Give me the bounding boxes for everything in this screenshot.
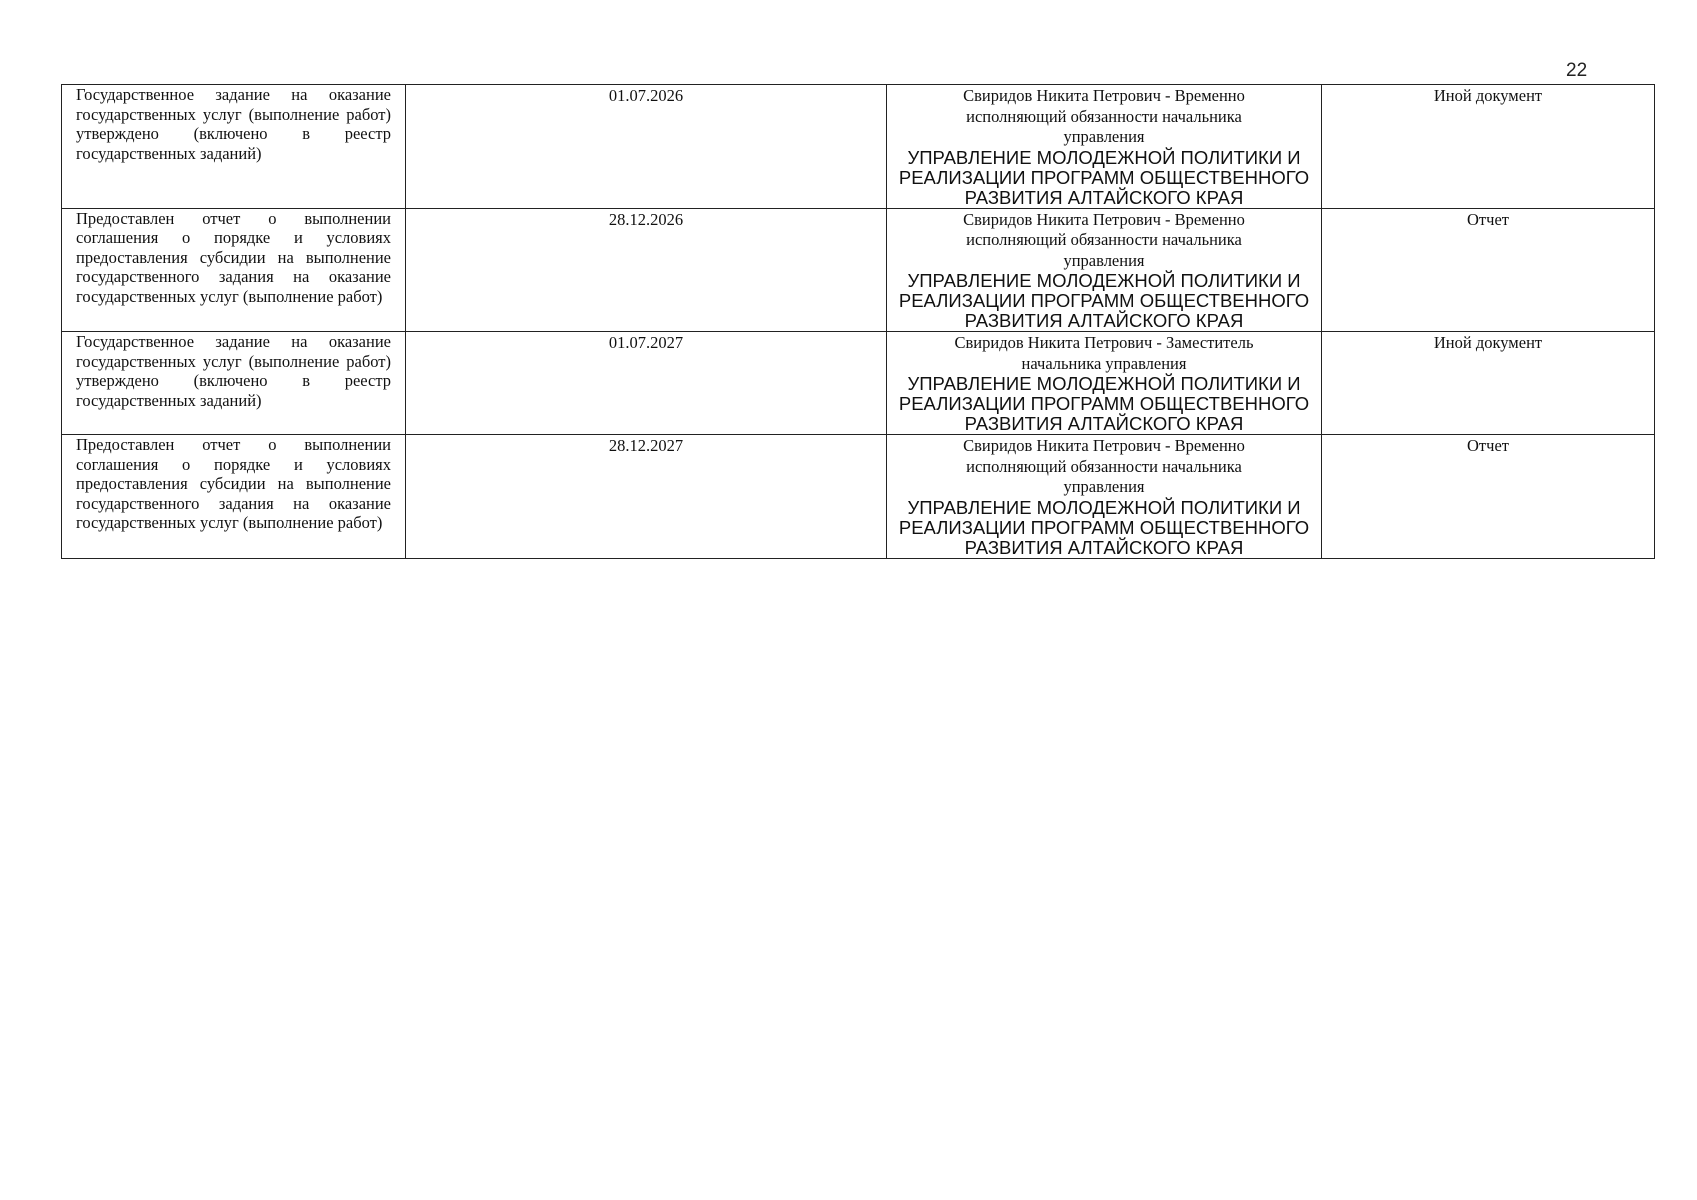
date-text: 01.07.2027 bbox=[608, 333, 684, 352]
responsible-person: Свиридов Никита Петрович - Временно исполняющий обязанности начальника управления bbox=[963, 209, 1245, 270]
document-cell bbox=[1322, 208, 1655, 332]
date-text: 28.12.2026 bbox=[608, 209, 684, 229]
responsible-organization: УПРАВЛЕНИЕ МОЛОДЕЖНОЙ ПОЛИТИКИ И РЕАЛИЗАЦИИ ПРОГРАММ ОБЩЕСТВЕННОГО РАЗВИТИЯ АЛТАЙСКОГО КРАЯ bbox=[898, 373, 1310, 434]
document-type: Отчет bbox=[1467, 209, 1509, 229]
responsible-cell bbox=[887, 332, 1322, 435]
responsible-person: Свиридов Никита Петрович - Временно исполняющий обязанности начальника управления bbox=[963, 86, 1245, 146]
document-cell bbox=[1322, 85, 1655, 209]
date-cell bbox=[406, 332, 887, 435]
document-type: Иной документ bbox=[1433, 333, 1543, 352]
event-cell bbox=[62, 332, 406, 435]
date-cell bbox=[406, 85, 887, 209]
table-row bbox=[62, 435, 1655, 559]
responsible-cell bbox=[887, 85, 1322, 209]
event-cell bbox=[62, 435, 406, 559]
date-text: 01.07.2026 bbox=[608, 86, 684, 105]
document-cell bbox=[1322, 332, 1655, 435]
table-row bbox=[62, 208, 1655, 332]
responsible-person: Свиридов Никита Петрович - Заместитель начальника управления bbox=[954, 333, 1254, 373]
event-cell bbox=[62, 85, 406, 209]
date-text: 28.12.2027 bbox=[608, 436, 684, 455]
document-type: Иной документ bbox=[1433, 86, 1543, 105]
responsible-person: Свиридов Никита Петрович - Временно исполняющий обязанности начальника управления bbox=[963, 436, 1245, 496]
table-row bbox=[62, 85, 1655, 209]
event-text: Государственное задание на оказание государственных услуг (выполнение работ) утверждено (включено в реестр государственных заданий) bbox=[76, 85, 391, 163]
responsible-cell bbox=[887, 208, 1322, 332]
document-cell bbox=[1322, 435, 1655, 559]
date-cell bbox=[406, 435, 887, 559]
responsible-cell bbox=[887, 435, 1322, 559]
control-points-table bbox=[61, 84, 1655, 559]
event-text: Предоставлен отчет о выполнении соглашения о порядке и условиях предоставления субсидии на выполнение государственного задания на оказание государственных услуг (выполнение работ) bbox=[76, 435, 391, 532]
responsible-organization: УПРАВЛЕНИЕ МОЛОДЕЖНОЙ ПОЛИТИКИ И РЕАЛИЗАЦИИ ПРОГРАММ ОБЩЕСТВЕННОГО РАЗВИТИЯ АЛТАЙСКОГО КРАЯ bbox=[898, 496, 1310, 558]
responsible-organization: УПРАВЛЕНИЕ МОЛОДЕЖНОЙ ПОЛИТИКИ И РЕАЛИЗАЦИИ ПРОГРАММ ОБЩЕСТВЕННОГО РАЗВИТИЯ АЛТАЙСКОГО КРАЯ bbox=[898, 146, 1310, 208]
responsible-organization: УПРАВЛЕНИЕ МОЛОДЕЖНОЙ ПОЛИТИКИ И РЕАЛИЗАЦИИ ПРОГРАММ ОБЩЕСТВЕННОГО РАЗВИТИЯ АЛТАЙСКОГО КРАЯ bbox=[898, 270, 1310, 331]
event-cell bbox=[62, 208, 406, 332]
event-text: Государственное задание на оказание государственных услуг (выполнение работ) утверждено (включено в реестр государственных заданий) bbox=[76, 332, 391, 410]
event-text: Предоставлен отчет о выполнении соглашения о порядке и условиях предоставления субсидии на выполнение государственного задания на оказание государственных услуг (выполнение работ) bbox=[76, 208, 391, 306]
table-row bbox=[62, 332, 1655, 435]
page-number: 22 bbox=[1566, 60, 1588, 81]
document-type: Отчет bbox=[1467, 436, 1509, 455]
date-cell bbox=[406, 208, 887, 332]
